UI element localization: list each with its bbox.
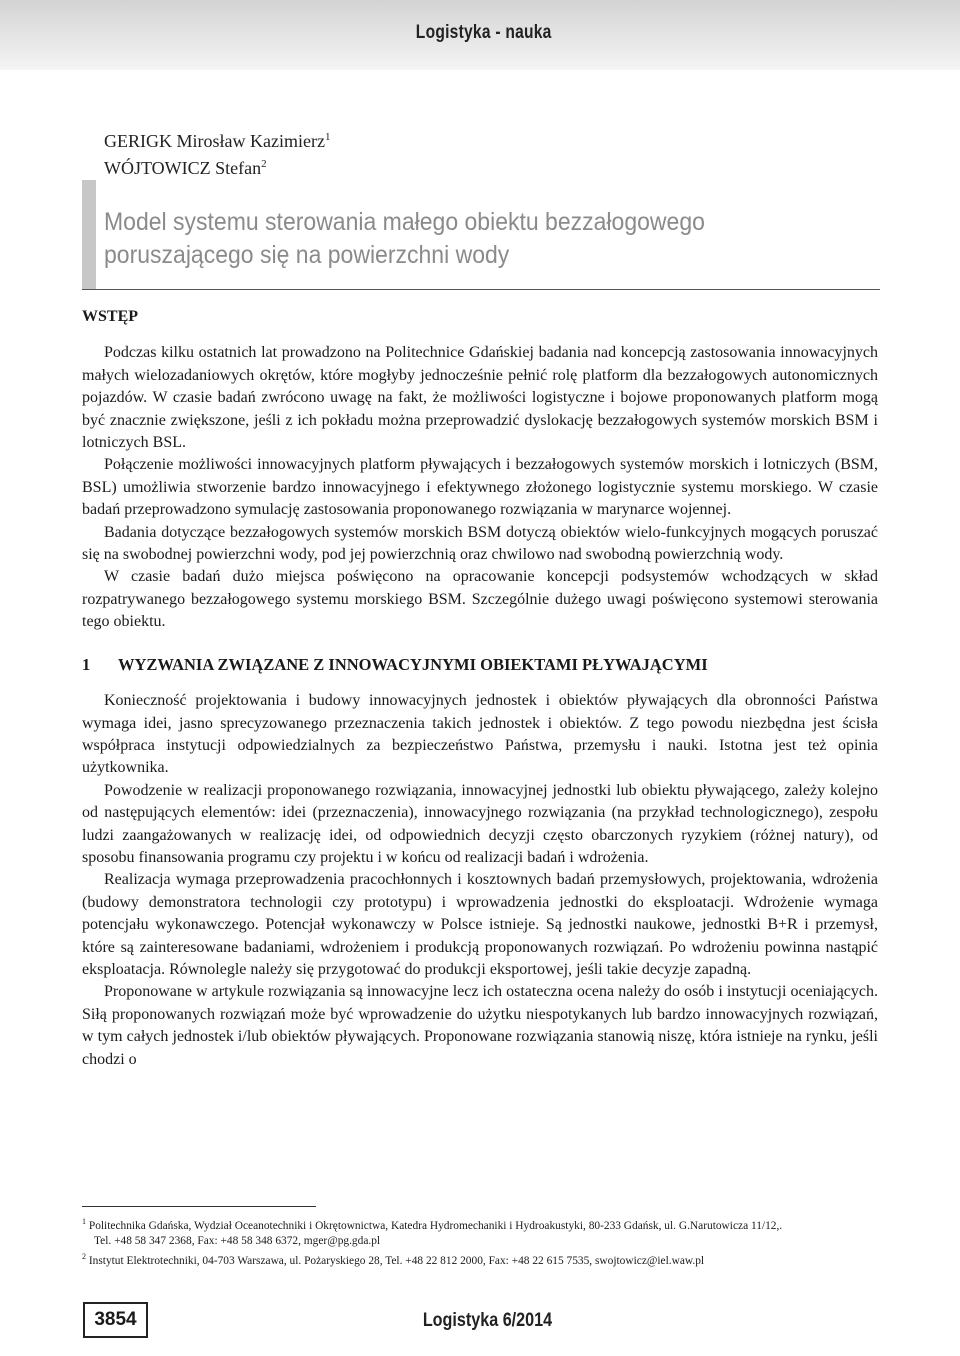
section-heading-intro: WSTĘP: [82, 308, 139, 325]
title-divider: [82, 289, 880, 290]
section-heading-1: [82, 654, 878, 676]
footnote-continuation: Tel. +48 58 347 2368, Fax: +48 58 348 6372, mger@pg.gda.pl: [94, 1234, 381, 1247]
author-name: GERIGK Mirosław Kazimierz: [104, 131, 325, 151]
footnote-2: [82, 1249, 882, 1269]
author-name: WÓJTOWICZ Stefan: [104, 158, 262, 178]
section-title: WYZWANIA ZWIĄZANE Z INNOWACYJNYMI OBIEKTAMI PŁYWAJĄCYMI: [118, 654, 708, 674]
author-list: [104, 126, 330, 180]
footnotes: [82, 1214, 882, 1269]
paragraph: Konieczność projektowania i budowy innowacyjnych jednostek i obiektów pływających dla obronności Państwa wymaga idei, jasno sprecyzowanego przeznaczenia takich jednostek i obiektów. Z tego powodu niezbędna jest ścisła współpraca instytucji odpowiedzialnych za bezpieczeństwo Państwa, przemysłu i nauki. Istotna jest też opinia użytkownika.: [82, 692, 878, 777]
paragraph: Badania dotyczące bezzałogowych systemów morskich BSM dotyczą obiektów wielo-funkcyjnych mogących poruszać się na swobodnej powierzchni wody, pod jej powierzchnią oraz chwilowo nad swobodną powierzchnią wody.: [82, 523, 878, 564]
author-affiliation-mark: 1: [324, 131, 331, 143]
author-2: [104, 153, 330, 180]
footnote-divider: [82, 1206, 316, 1207]
paragraph: Realizacja wymaga przeprowadzenia pracochłonnych i kosztownych badań przemysłowych, projektowania, wdrożenia (budowy demonstratora technologii czy prototypu) i wprowadzenia jednostki do eksploatacji. Wdrożenie wymaga potencjału wykonawczego. Potencjał wykonawczy w Polsce istnieje. Są jednostki naukowe, jednostki B+R i przemysł, które są zainteresowane badaniami, wdrożeniem i produkcją proponowanych rozwiązań. Po wdrożeniu powinna nastąpić eksploatacja. Równolegle należy się przygotować do produkcji eksportowej, jeśli takie decyzje zapadną.: [82, 871, 878, 978]
article-body: [82, 306, 878, 1071]
title-accent-block: [82, 180, 96, 290]
footnote-1: [82, 1214, 882, 1249]
paragraph: Powodzenie w realizacji proponowanego rozwiązania, innowacyjnej jednostki lub obiektu pływającego, zależy kolejno od następujących elementów: idei (przeznaczenia), innowacyjnego rozwiązania (na przykład technologicznego), zespołu ludzi zaangażowanych w realizację idei, od odpowiednich decyzji często obarczonych ryzykiem (różnej natury), od sposobu finansowania programu czy projektu i w końcu od realizacji badań i wdrożenia.: [82, 781, 878, 866]
footnote-mark: 1: [82, 1217, 86, 1226]
author-affiliation-mark: 2: [261, 158, 267, 170]
author-1: [104, 126, 330, 153]
paragraph: Połączenie możliwości innowacyjnych platform pływających i bezzałogowych systemów morskich i lotniczych (BSM, BSL) umożliwia stworzenie bardzo innowacyjnego i efektywnego złożonego logistycznie systemu morskiego. W czasie badań przeprowadzono symulację zastosowania proponowanego rozwiązania w marynarce wojennej.: [82, 456, 878, 519]
journal-footer: Logistyka 6/2014: [422, 1310, 552, 1331]
page-number: 3854: [83, 1302, 148, 1338]
section-number: 1: [82, 654, 91, 674]
footnote-mark: 2: [82, 1251, 86, 1261]
running-header: Logistyka - nauka: [416, 22, 552, 43]
paragraph: Podczas kilku ostatnich lat prowadzono na Politechnice Gdańskiej badania nad koncepcją zastosowania innowacyjnych małych wielozadaniowych okrętów, które mogłyby jednocześnie pełnić rolę platform dla bezzałogowych autonomicznych pojazdów. W czasie badań zwrócono uwagę na fakt, że możliwości logistyczne i bojowe proponowanych platform mogą być znacznie zwiększone, jeśli z ich pokładu można przeprowadzić dyslokację bezzałogowych systemów morskich BSM i lotniczych BSL.: [82, 344, 878, 452]
footnote-text: Politechnika Gdańska, Wydział Oceanotechniki i Okrętownictwa, Katedra Hydromechaniki i Hydroakustyki, 80-233 Gdańsk, ul. G.Narutowicza 11/12,.: [88, 1219, 783, 1232]
paragraph: Proponowane w artykule rozwiązania są innowacyjne lecz ich ostateczna ocena należy do osób i instytucji oceniających. Siłą proponowanych rozwiązań może być wprowadzenie do użytku niespotykanych lub bardzo innowacyjnych rozwiązań, w tym całych jednostek i/lub obiektów pływających. Proponowane rozwiązania stanowią niszę, która istnieje na rynku, jeśli chodzi o: [82, 983, 878, 1068]
footnote-text: Instytut Elektrotechniki, 04-703 Warszawa, ul. Pożaryskiego 28, Tel. +48 22 812 2000, Fax: +48 22 615 7535, swojtowicz@iel.waw.pl: [88, 1254, 705, 1267]
article-title: Model systemu sterowania małego obiektu bezzałogowego poruszającego się na powierzchni wody: [104, 208, 705, 269]
paragraph: W czasie badań dużo miejsca poświęcono na opracowanie koncepcji podsystemów wchodzących w skład rozpatrywanego bezzałogowego systemu morskiego BSM. Szczególnie dużego uwagi poświęcono systemowi sterowania tego obiektu.: [82, 568, 878, 631]
